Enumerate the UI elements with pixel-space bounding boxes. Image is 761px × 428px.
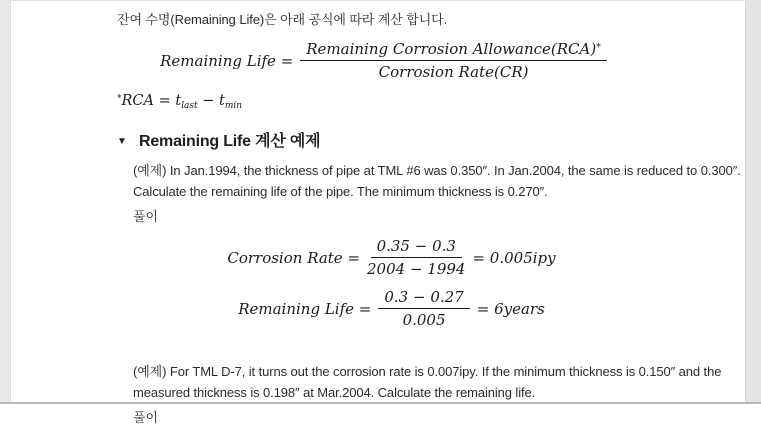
page-content [117,0,741,428]
subscript-last: last [181,100,198,111]
equation-rhs: = 0.005ipy [472,248,556,267]
fraction-numerator: 0.3 − 0.27 [378,288,469,309]
example2-line2: measured thickness is 0.198″ at Mar.2004. Calculate the remaining life. [133,385,536,400]
equation-remaining-life-formula[interactable] [117,40,650,81]
right-window-edge [745,0,761,404]
equation-rca-definition[interactable] [117,93,650,109]
fraction [367,237,465,278]
equation-lhs: Remaining Life = [160,51,294,70]
example1-line1: (예제) In Jan.1994, the thickness of pipe at TML #6 was 0.350″. In Jan.2004, the same is reduced to 0.300″. [133,163,741,178]
fraction [300,40,607,81]
toggle-heading [117,131,650,153]
equation-lhs: Remaining Life = [238,299,372,318]
equation-rhs: = 6years [476,299,545,318]
asterisk-superscript: * [117,93,122,104]
equation-lhs: Corrosion Rate = [227,248,361,267]
fraction [378,288,469,329]
toggle-children [133,160,741,428]
fraction-denominator: 0.005 [402,311,446,329]
subscript-min: min [224,100,243,111]
fraction-denominator: 2004 − 1994 [367,260,466,278]
example1-paragraph [133,160,741,202]
intro-paragraph: 잔여 수명(Remaining Life)은 아래 공식에 따라 계산 합니다. [117,12,448,27]
equation-corrosion-rate[interactable] [133,237,650,278]
fraction-numerator: 0.35 − 0.3 [371,237,462,258]
solution1-label: 풀이 [133,209,158,224]
toggle-triangle-icon[interactable]: ▼ [117,136,127,147]
fraction-numerator: Remaining Corrosion Allowance(RCA)* [300,40,607,61]
fraction-denominator: Corrosion Rate(CR) [378,63,529,81]
equation-remaining-life-calc[interactable] [133,288,650,329]
solution2-label: 풀이 [133,410,158,425]
rca-term: RCA = t [121,93,182,109]
asterisk-superscript: * [596,41,601,53]
example2-paragraph [133,361,722,403]
left-window-edge [0,0,11,404]
minus-term: − t [197,93,225,109]
heading-title: Remaining Life 계산 예제 [139,133,321,150]
example2-line1: (예제) For TML D-7, it turns out the corrosion rate is 0.007ipy. If the minimum thickness is 0.150″ and the [133,364,722,379]
example1-line2: Calculate the remaining life of the pipe. The minimum thickness is 0.270″. [133,184,548,199]
